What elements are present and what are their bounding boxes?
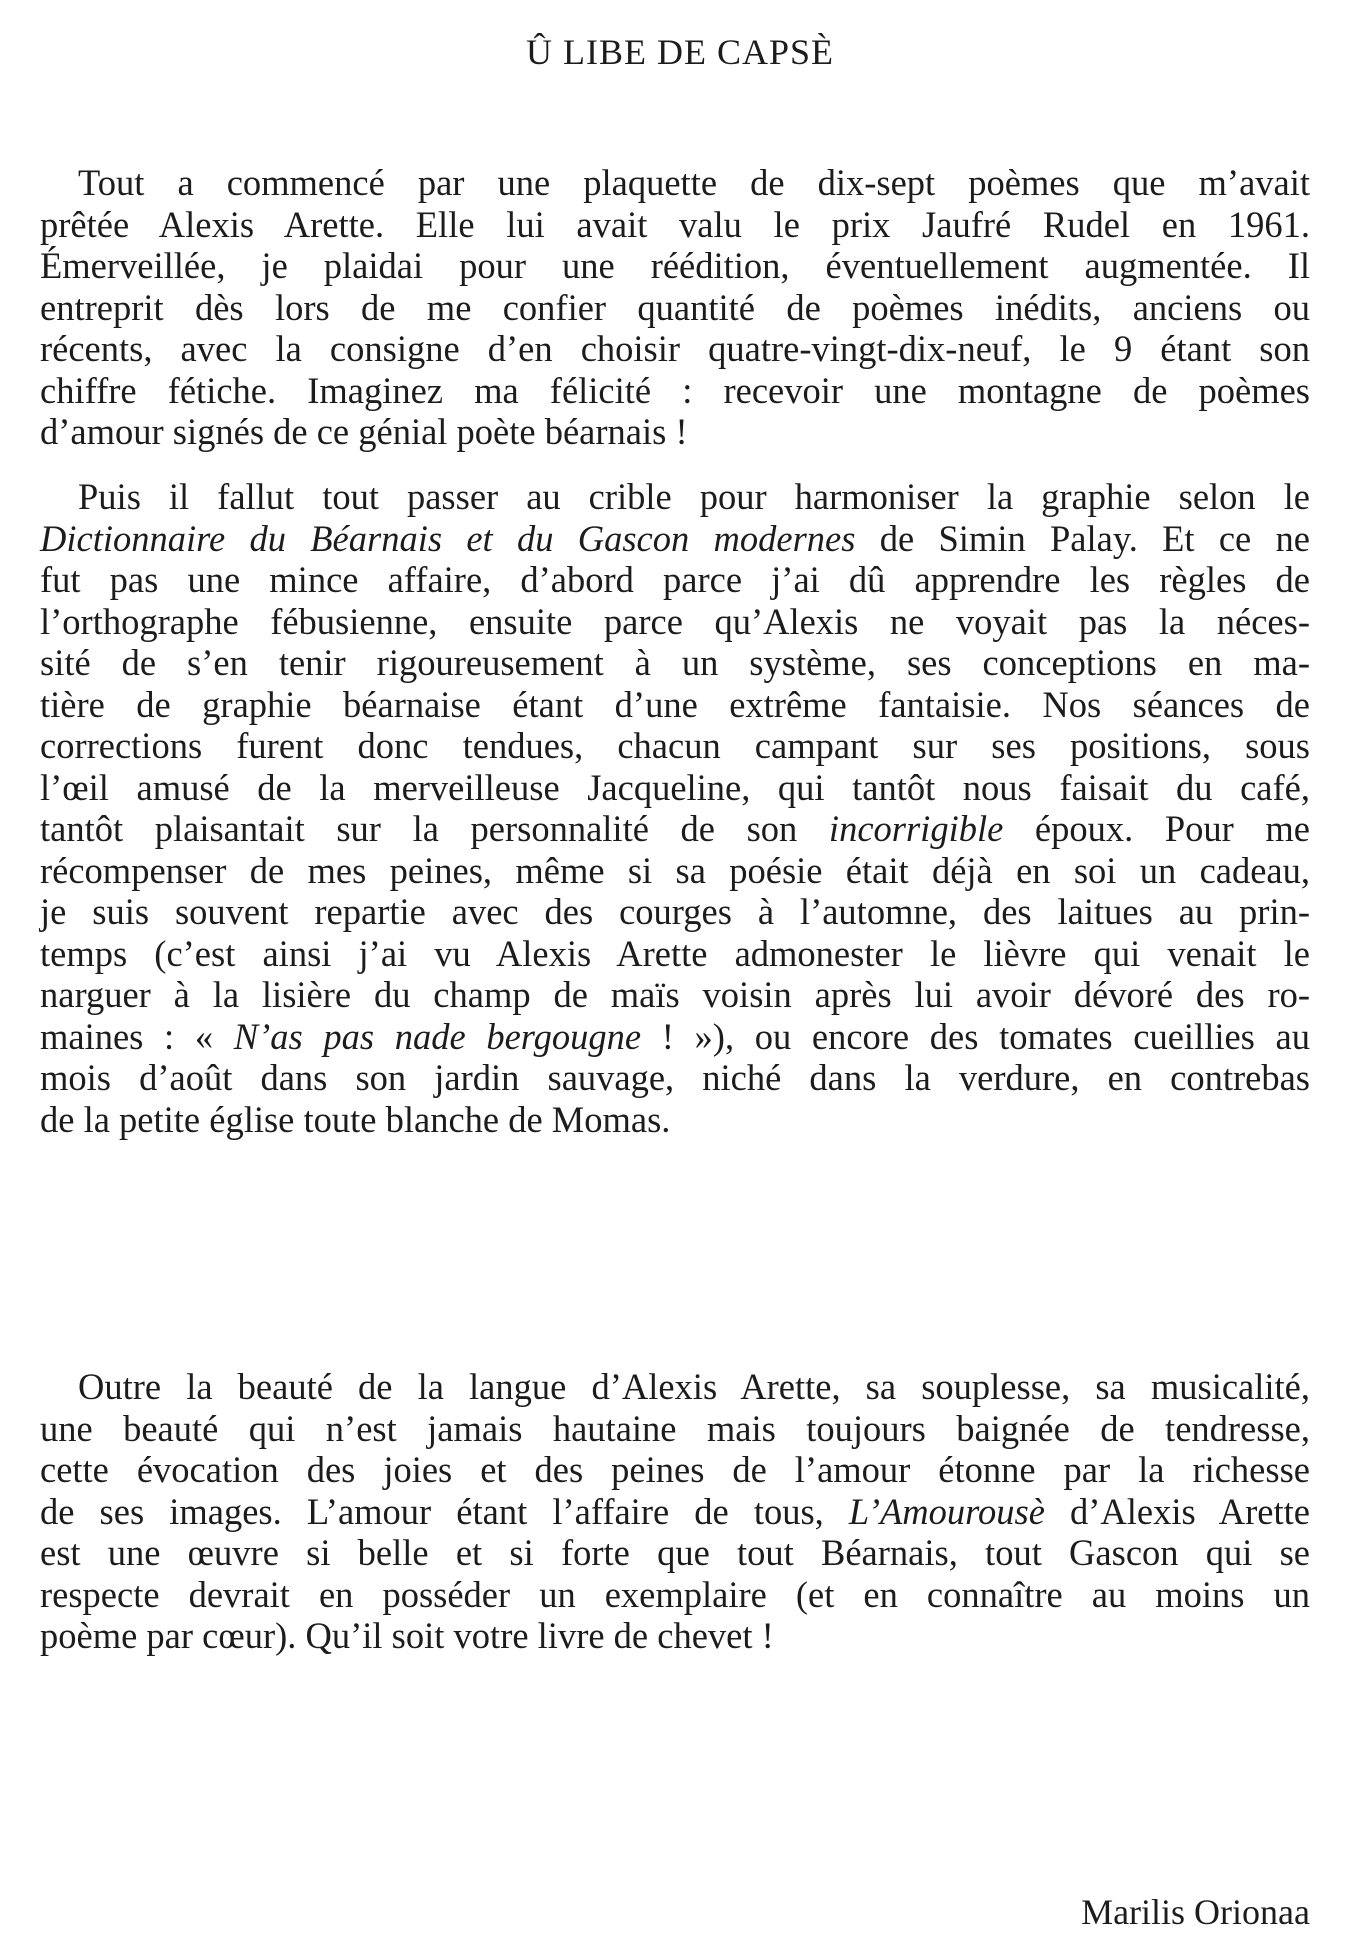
paragraph-line: est une œuvre si belle et si forte que tout Béarnais, tout Gascon qui se [40,1532,1310,1573]
paragraph-line: je suis souvent repartie avec des courges à l’automne, des laitues au prin- [40,891,1310,932]
paragraph-line: cette évocation des joies et des peines de l’amour étonne par la richesse [40,1449,1310,1490]
paragraph-line: Puis il fallut tout passer au crible pour harmoniser la graphie selon le [78,476,1310,517]
page-title: Û LIBE DE CAPSÈ [525,32,834,72]
paragraph-line: respecte devrait en posséder un exemplaire (et en connaître au moins un [40,1573,1310,1615]
paragraph-line: prêtée Alexis Arette. Elle lui avait valu le prix Jaufré Rudel en 1961. [40,203,1310,245]
paragraph-line: Outre la beauté de la langue d’Alexis Arette, sa souplesse, sa musicalité, [78,1366,1310,1407]
signature: Marilis Orionaa [1081,1892,1310,1932]
paragraph-line: maines : « N’as pas nade bergougne ! »), ou encore des tomates cueillies au [40,1015,1310,1057]
paragraph-line: narguer à la lisière du champ de maïs voisin après lui avoir dévoré des ro- [40,974,1310,1015]
paragraph-line: fut pas une mince affaire, d’abord parce j’ai dû apprendre les règles de [40,559,1310,600]
paragraph-line: d’amour signés de ce génial poète béarnais ! [40,411,688,452]
paragraph-line: poème par cœur). Qu’il soit votre livre de chevet ! [40,1615,774,1656]
paragraph-line: une beauté qui n’est jamais hautaine mais toujours baignée de tendresse, [40,1407,1310,1449]
paragraph-line: l’orthographe fébusienne, ensuite parce qu’Alexis ne voyait pas la néces- [40,600,1310,642]
paragraph-line: Tout a commencé par une plaquette de dix-sept poèmes que m’avait [78,162,1310,203]
paragraph-line: tantôt plaisantait sur la personnalité de son incorrigible époux. Pour me [40,808,1311,849]
paragraph-line: l’œil amusé de la merveilleuse Jacqueline, qui tantôt nous faisait du café, [40,766,1310,808]
paragraph-line: de ses images. L’amour étant l’affaire de tous, L’Amourousè d’Alexis Arette [40,1490,1310,1532]
paragraph-line: corrections furent donc tendues, chacun campant sur ses positions, sous [40,725,1310,766]
paragraph-1 [40,162,1310,453]
paragraph-2 [40,476,1310,1140]
paragraph-line: récents, avec la consigne d’en choisir quatre-vingt-dix-neuf, le 9 étant son [40,328,1310,369]
paragraph-line: récompenser de mes peines, même si sa poésie était déjà en soi un cadeau, [40,849,1310,891]
paragraph-line: de la petite église toute blanche de Momas. [40,1098,671,1140]
paragraph-line: sité de s’en tenir rigoureusement à un système, ses conceptions en ma- [40,642,1310,683]
paragraph-3 [40,1366,1310,1657]
paragraph-line: temps (c’est ainsi j’ai vu Alexis Arette admonester le lièvre qui venait le [40,932,1310,974]
paragraph-line: Émerveillée, je plaidai pour une réédition, éventuellement augmentée. Il [40,245,1310,286]
paragraph-line: mois d’août dans son jardin sauvage, niché dans la verdure, en contrebas [40,1057,1310,1098]
paragraph-line: Dictionnaire du Béarnais et du Gascon modernes de Simin Palay. Et ce ne [40,517,1310,559]
paragraph-line: entreprit dès lors de me confier quantité de poèmes inédits, anciens ou [40,286,1310,328]
paragraph-line: tière de graphie béarnaise étant d’une extrême fantaisie. Nos séances de [40,683,1310,725]
paragraph-line: chiffre fétiche. Imaginez ma félicité : recevoir une montagne de poèmes [40,369,1310,411]
